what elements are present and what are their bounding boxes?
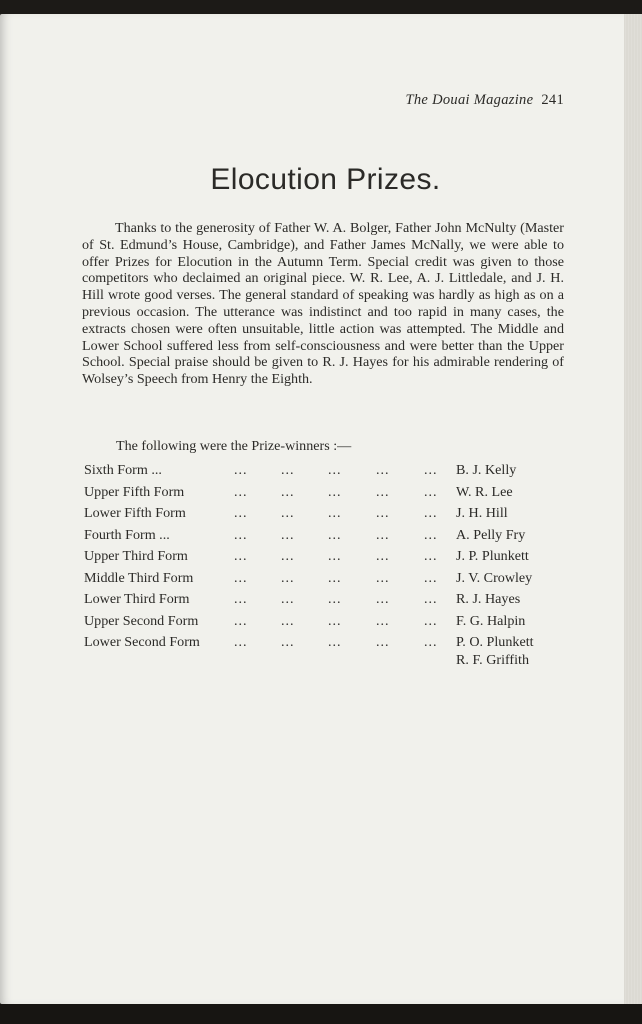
leader-dots: ... [281,591,295,607]
leader-dots: ... [376,591,390,607]
winner-name: J. P. Plunkett [456,548,529,564]
prize-list [84,462,584,674]
form-name: Fourth Form ... [84,526,170,543]
prize-row [84,462,584,484]
leader-dots: ... [234,505,248,521]
leader-dots: ... [234,483,248,500]
article-title: Elocution Prizes. [210,163,441,196]
leader-dots: ... [424,634,438,650]
leader-dots: ... [376,462,390,478]
leader-dots: ... [328,548,342,564]
leader-dots: ... [234,569,248,586]
form-name: Middle Third Form [84,569,194,586]
leader-dots: ... [281,612,295,629]
leader-dots: ... [424,548,438,564]
leader-dots: ... [376,634,390,650]
leader-dots: ... [376,612,390,629]
form-name: Upper Second Form [84,612,199,629]
leader-dots: ... [376,483,390,500]
prize-row [84,634,584,674]
leader-dots: ... [376,505,390,521]
prize-row [84,548,584,570]
leader-dots: ... [234,526,248,543]
leader-dots: ... [424,483,438,500]
leader-dots: ... [424,591,438,607]
leader-dots: ... [234,612,248,629]
leader-dots: ... [376,526,390,543]
form-name: Upper Fifth Form [84,483,185,500]
leader-dots: ... [234,591,248,607]
leader-dots: ... [234,462,248,478]
running-head [406,92,565,109]
winner-name: R. J. Hayes [456,591,521,607]
form-name: Lower Fifth Form [84,505,186,521]
winner-name: W. R. Lee [456,483,513,500]
leader-dots: ... [281,548,295,564]
leader-dots: ... [281,526,295,543]
leader-dots: ... [376,569,390,586]
leader-dots: ... [234,548,248,564]
leader-dots: ... [328,569,342,586]
body-paragraph: Thanks to the generosity of Father W. A. Bolger, Father John McNulty (Master of St. Edmund’s House, Cambridge), and Father James McNally, we were able to offer Prizes for Elocution in the Autumn Term. Special credit was given to those competitors who declaimed an original piece. W. R. Lee, A. J. Littledale, and J. H. Hill wrote good verses. The general standard of speaking was hardly as high as on a previous occasion. The utterance was indistinct and too rapid in many cases, the extracts chosen were often unsuitable, little action was attempted. The Middle and Lower School suffered less from self-consciousness and were better than the Upper School. Special praise should be given to R. J. Hayes for his admirable rendering of Wolsey’s Speech from Henry the Eighth. [82,220,564,388]
leader-dots: ... [328,462,342,478]
form-name: Lower Third Form [84,591,190,607]
leader-dots: ... [424,569,438,586]
winner-name: J. H. Hill [456,505,508,521]
leader-dots: ... [424,505,438,521]
form-name: Sixth Form ... [84,462,162,478]
leader-dots: ... [281,483,295,500]
leader-dots: ... [281,569,295,586]
leader-dots: ... [328,612,342,629]
leader-dots: ... [234,634,248,650]
page-number: 241 [541,92,564,108]
leader-dots: ... [328,591,342,607]
leader-dots: ... [281,634,295,650]
leader-dots: ... [376,548,390,564]
prize-row [84,591,584,613]
prize-row [84,613,584,635]
leader-dots: ... [424,526,438,543]
scan-border [0,1004,642,1024]
leader-dots: ... [328,505,342,521]
winner-name: A. Pelly Fry [456,526,526,543]
leader-dots: ... [328,526,342,543]
form-name: Upper Third Form [84,548,188,564]
leader-dots: ... [424,462,438,478]
prize-row [84,505,584,527]
leader-dots: ... [281,462,295,478]
form-name: Lower Second Form [84,634,200,650]
prize-row [84,484,584,506]
winner-name: P. O. Plunkett [456,634,534,650]
prize-row [84,570,584,592]
magazine-name: The Douai Magazine [405,92,534,108]
winner-name: F. G. Halpin [456,612,526,629]
prize-intro: The following were the Prize-winners :— [116,438,352,454]
leader-dots: ... [424,612,438,629]
winner-name: J. V. Crowley [456,569,533,586]
leader-dots: ... [328,483,342,500]
leader-dots: ... [328,634,342,650]
leader-dots: ... [281,505,295,521]
winner-name: R. F. Griffith [456,652,530,668]
winner-name: B. J. Kelly [456,462,517,478]
prize-row [84,527,584,549]
